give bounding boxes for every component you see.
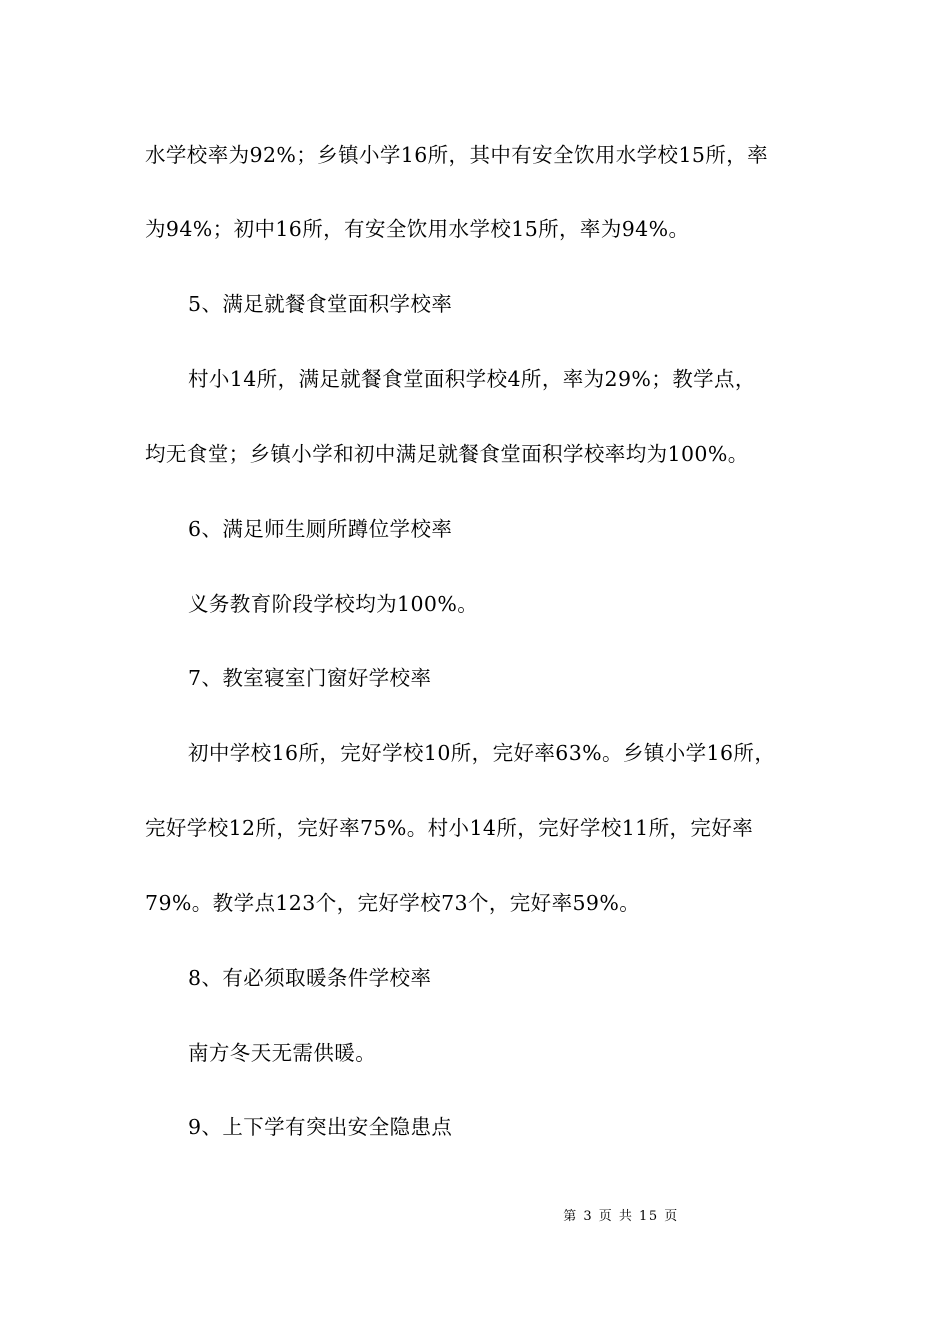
paragraph-line: 为94%；初中16所，有安全饮用水学校15所，率为94%。	[145, 217, 690, 241]
paragraph-line: 义务教育阶段学校均为100%。	[188, 592, 479, 616]
paragraph-line: 水学校率为92%；乡镇小学16所，其中有安全饮用水学校15所，率	[145, 143, 769, 167]
section-heading: 7、教室寝室门窗好学校率	[188, 666, 432, 690]
section-heading: 6、满足师生厕所蹲位学校率	[188, 517, 453, 541]
paragraph-line: 79%。教学点123个，完好学校73个，完好率59%。	[145, 891, 641, 915]
page-footer	[0, 1207, 950, 1227]
page-number: 第 3 页 共 15 页	[563, 1209, 679, 1224]
section-heading: 9、上下学有突出安全隐患点	[188, 1115, 453, 1139]
paragraph-line: 南方冬天无需供暖。	[188, 1041, 377, 1065]
paragraph-line: 均无食堂；乡镇小学和初中满足就餐食堂面积学校率均为100%。	[145, 442, 749, 466]
paragraph-line: 初中学校16所，完好学校10所，完好率63%。乡镇小学16所，	[188, 741, 776, 765]
paragraph-line: 完好学校12所，完好率75%。村小14所，完好学校11所，完好率	[145, 816, 754, 840]
paragraph-line: 村小14所，满足就餐食堂面积学校4所，率为29%；教学点，	[188, 367, 756, 391]
section-heading: 8、有必须取暖条件学校率	[188, 966, 432, 990]
section-heading: 5、满足就餐食堂面积学校率	[188, 292, 453, 316]
